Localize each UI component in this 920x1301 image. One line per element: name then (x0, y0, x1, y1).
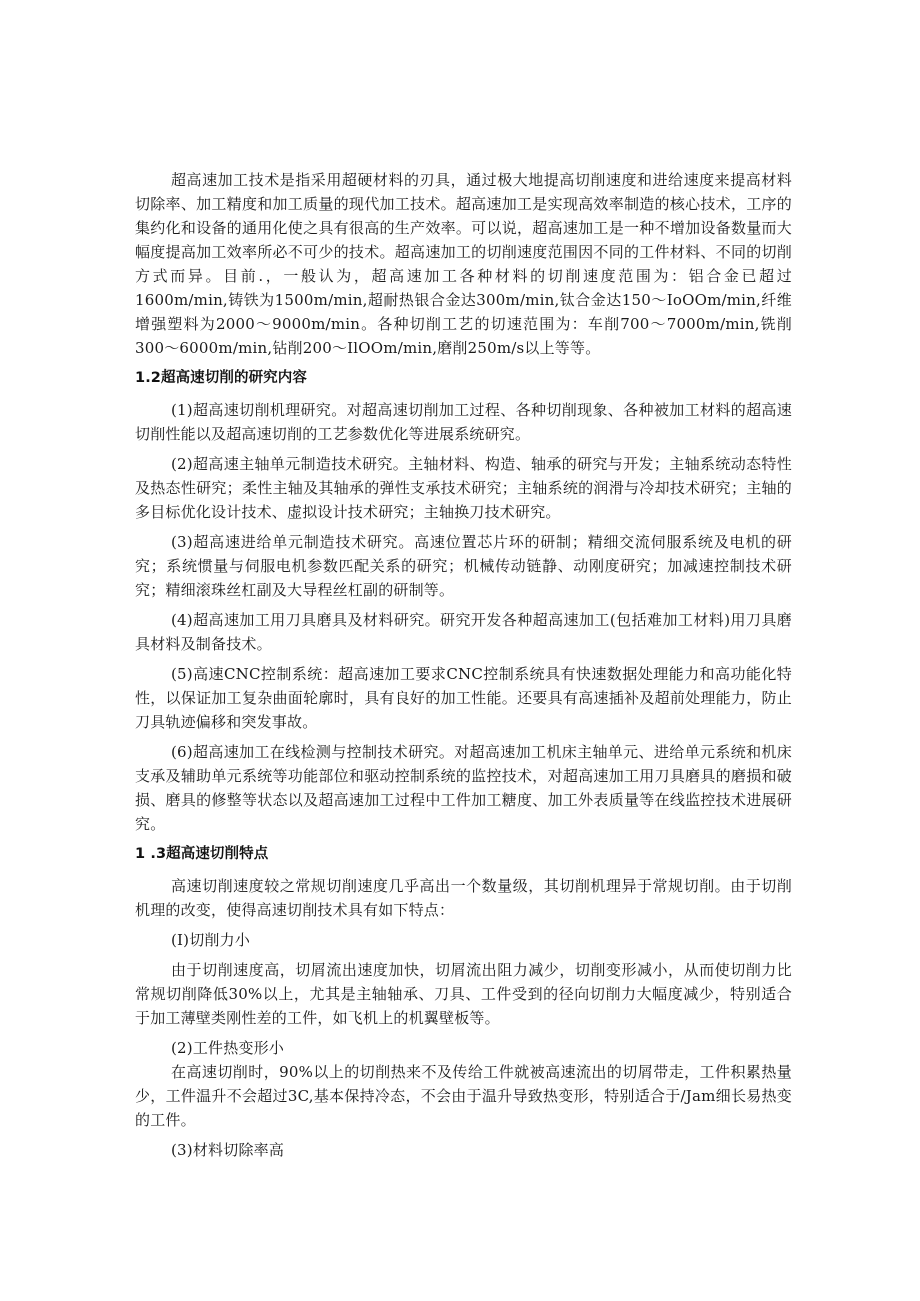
feature-3-title: (3)材料切除率高 (171, 1141, 285, 1159)
research-item-5: (5)高速CNC控制系统：超高速加工要求CNC控制系统具有快速数据处理能力和高功能化特性，以保证加工复杂曲面轮廓时，具有良好的加工性能。还要具有高速插补及超前处理能力，防止刀具轨迹偏移和突发事故。 (135, 665, 792, 731)
feature-2-body: 在高速切削时，90%以上的切削热来不及传给工件就被高速流出的切屑带走，工件积累热量少，工件温升不会超过3C,基本保持冷态，不会由于温升导致热变形，特别适合于/Jam细长易热变的工件。 (135, 1063, 792, 1129)
section-heading-1-3: 1 .3超高速切削特点 (135, 846, 269, 862)
research-item-2: (2)超高速主轴单元制造技术研究。主轴材料、构造、轴承的研究与开发；主轴系统动态特性及热态性研究；柔性主轴及其轴承的弹性支承技术研究；主轴系统的润滑与冷却技术研究；主轴的多目标优化设计技术、虚拟设计技术研究；主轴换刀技术研究。 (135, 455, 792, 521)
feature-1-body: 由于切削速度高，切屑流出速度加快，切屑流出阻力减少，切削变形减小，从而使切削力比常规切削降低30%以上，尤其是主轴轴承、刀具、工件受到的径向切削力大幅度减少，特别适合于加工薄壁类刚性差的工件，如飞机上的机翼壁板等。 (135, 961, 792, 1027)
features-intro: 高速切削速度较之常规切削速度几乎高出一个数量级，其切削机理异于常规切削。由于切削机理的改变，使得高速切削技术具有如下特点： (135, 877, 792, 919)
feature-2-title: (2)工件热变形小 (171, 1039, 285, 1057)
research-item-6: (6)超高速加工在线检测与控制技术研究。对超高速加工机床主轴单元、进给单元系统和机床支承及辅助单元系统等功能部位和驱动控制系统的监控技术，对超高速加工用刀具磨具的磨损和破损、磨具的修整等状态以及超高速加工过程中工件加工糖度、加工外表质量等在线监控技术进展研究。 (135, 743, 792, 833)
intro-paragraph: 超高速加工技术是指采用超硬材料的刃具，通过极大地提高切削速度和进给速度来提高材料切除率、加工精度和加工质量的现代加工技术。超高速加工是实现高效率制造的核心技术，工序的集约化和设备的通用化使之具有很高的生产效率。可以说，超高速加工是一种不增加设备数量而大幅度提高加工效率所必不可少的技术。超高速加工的切削速度范围因不同的工件材料、不同的切削方式而异。目前.，一般认为，超高速加工各种材料的切削速度范围为：铝合金已超过1600m/min,铸铁为1500m/min,超耐热银合金达300m/min,钛合金达150～IoOOm/min,纤维增强塑料为2000～9000m/min。各种切削工艺的切速范围为：车削700～7000m/min,铣削300～6000m/min,钻削200～IlOOm/min,磨削250m/s以上等等。 (135, 171, 792, 357)
feature-1-title: (I)切削力小 (171, 931, 251, 949)
section-heading-1-2: 1.2超高速切削的研究内容 (135, 370, 307, 386)
document-body (135, 168, 792, 1162)
research-item-3: (3)超高速进给单元制造技术研究。高速位置芯片环的研制；精细交流伺服系统及电机的研究；系统惯量与伺服电机参数匹配关系的研究；机械传动链静、动刚度研究；加减速控制技术研究；精细滚珠丝杠副及大导程丝杠副的研制等。 (135, 533, 792, 599)
research-item-4: (4)超高速加工用刀具磨具及材料研究。研究开发各种超高速加工(包括难加工材料)用刀具磨具材料及制备技术。 (135, 611, 792, 653)
research-item-1: (1)超高速切削机理研究。对超高速切削加工过程、各种切削现象、各种被加工材料的超高速切削性能以及超高速切削的工艺参数优化等进展系统研究。 (135, 401, 792, 443)
